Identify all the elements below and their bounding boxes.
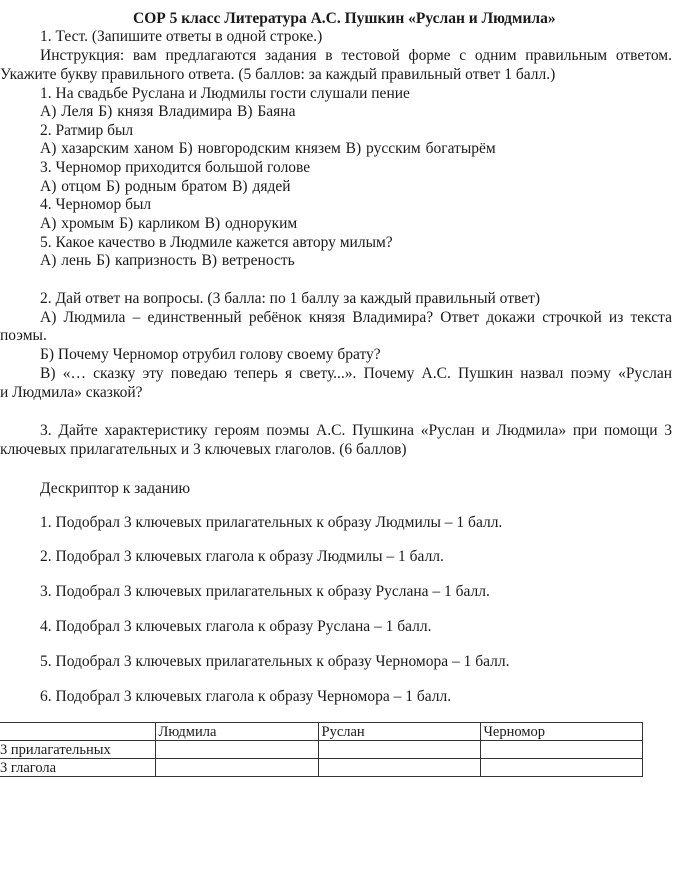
- table-row-label: 3 глагола: [0, 759, 155, 777]
- task3-line2: ключевых прилагательных и 3 ключевых глаголов. (6 баллов): [0, 441, 407, 458]
- task1-heading: 1. Тест. (Запишите ответы в одной строке.): [40, 28, 323, 45]
- task2-c-line1: В) «… сказку эту поведаю теперь я свету...». Почему А.С. Пушкин назвал поэму «Руслан: [40, 365, 672, 382]
- descriptor-item: 3. Подобрал 3 ключевых прилагательных к образу Руслана – 1 балл.: [40, 583, 490, 600]
- answers-1: А) Леля Б) князя Владимира В) Баяна: [40, 103, 296, 120]
- task2-heading: 2. Дай ответ на вопросы. (3 балла: по 1 баллу за каждый правильный ответ): [40, 290, 541, 307]
- question-4: 4. Черномор был: [40, 196, 152, 213]
- question-5: 5. Какое качество в Людмиле кажется автору милым?: [40, 234, 393, 251]
- task2-a-line1: А) Людмила – единственный ребёнок князя Владимира? Ответ докажи строчкой из текста: [40, 309, 672, 326]
- table-header-cell: [0, 723, 155, 741]
- table-row-label: 3 прилагательных: [0, 741, 155, 759]
- table-cell[interactable]: [318, 759, 480, 777]
- table-header-cell: Черномор: [480, 723, 642, 741]
- page-title: СОР 5 класс Литература А.С. Пушкин «Руслан и Людмила»: [133, 10, 556, 27]
- descriptor-item: 2. Подобрал 3 ключевых глагола к образу Людмилы – 1 балл.: [40, 548, 444, 565]
- answers-3: А) отцом Б) родным братом В) дядей: [40, 178, 291, 195]
- task2-c-line2: и Людмила» сказкой?: [0, 384, 143, 401]
- descriptor-item: 5. Подобрал 3 ключевых прилагательных к образу Черномора – 1 балл.: [40, 653, 510, 670]
- table-row: [0, 741, 642, 759]
- table-header-cell: Руслан: [318, 723, 480, 741]
- table-row: [0, 759, 642, 777]
- question-3: 3. Черномор приходится большой голове: [40, 159, 311, 176]
- table-cell[interactable]: [155, 741, 318, 759]
- descriptor-item: 1. Подобрал 3 ключевых прилагательных к образу Людмилы – 1 балл.: [40, 514, 503, 531]
- task2-a-line2: поэмы.: [0, 327, 47, 344]
- question-2: 2. Ратмир был: [40, 122, 134, 139]
- question-1: 1. На свадьбе Руслана и Людмилы гости слушали пение: [40, 85, 410, 102]
- table-cell[interactable]: [480, 741, 642, 759]
- descriptor-heading: Дескриптор к заданию: [40, 480, 191, 497]
- task1-instruction-line2: Укажите букву правильного ответа. (5 баллов: за каждый правильный ответ 1 балл.): [0, 66, 556, 83]
- task3-line1: 3. Дайте характеристику героям поэмы А.С. Пушкина «Руслан и Людмила» при помощи 3: [40, 422, 672, 439]
- characteristics-table: [0, 722, 643, 777]
- descriptor-item: 6. Подобрал 3 ключевых глагола к образу Черномора – 1 балл.: [40, 688, 452, 705]
- answers-4: А) хромым Б) карликом В) одноруким: [40, 215, 298, 232]
- table-cell[interactable]: [155, 759, 318, 777]
- descriptor-item: 4. Подобрал 3 ключевых глагола к образу Руслана – 1 балл.: [40, 618, 432, 635]
- table-cell[interactable]: [318, 741, 480, 759]
- answers-2: А) хазарским ханом Б) новгородским князем В) русским богатырём: [40, 140, 496, 157]
- table-header-cell: Людмила: [155, 723, 318, 741]
- answers-5: А) лень Б) капризность В) ветреность: [40, 252, 295, 269]
- task1-instruction-line1: Инструкция: вам предлагаются задания в тестовой форме с одним правильным ответом.: [40, 47, 672, 64]
- table-header-row: [0, 723, 642, 741]
- table-cell[interactable]: [480, 759, 642, 777]
- task2-b-line: Б) Почему Черномор отрубил голову своему брату?: [40, 346, 381, 363]
